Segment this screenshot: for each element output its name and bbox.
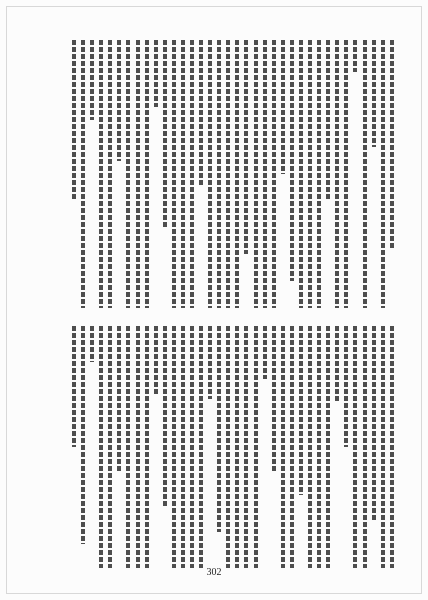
- text-line: [317, 326, 321, 568]
- text-line: [108, 40, 112, 308]
- text-line: [181, 326, 185, 568]
- text-line: [281, 40, 285, 174]
- text-line: [381, 326, 385, 568]
- text-line: [181, 40, 185, 308]
- text-line: [308, 326, 312, 568]
- text-line: [372, 40, 376, 147]
- text-line: [281, 326, 285, 568]
- text-line: [263, 326, 267, 379]
- text-line: [217, 326, 221, 532]
- text-line: [81, 326, 85, 544]
- text-line: [308, 40, 312, 308]
- text-line: [172, 40, 176, 308]
- text-line: [172, 326, 176, 568]
- text-line: [154, 40, 158, 107]
- text-line: [390, 326, 394, 568]
- text-line: [272, 326, 276, 471]
- text-line: [163, 326, 167, 508]
- text-line: [99, 40, 103, 308]
- text-line: [163, 40, 167, 228]
- text-line: [90, 40, 94, 120]
- text-line: [217, 40, 221, 308]
- text-line: [81, 40, 85, 308]
- text-line: [326, 40, 330, 201]
- text-line: [272, 40, 276, 308]
- text-line: [290, 326, 294, 568]
- text-line: [244, 40, 248, 254]
- text-line: [372, 326, 376, 520]
- text-line: [154, 326, 158, 394]
- upper-text-column: [72, 40, 394, 308]
- text-line: [363, 326, 367, 568]
- text-line: [235, 40, 239, 308]
- text-line: [90, 326, 94, 362]
- text-line: [254, 326, 258, 568]
- text-line: [299, 40, 303, 308]
- text-line: [117, 40, 121, 161]
- lower-text-column: [72, 326, 394, 568]
- text-line: [208, 40, 212, 308]
- text-line: [199, 326, 203, 568]
- text-line: [72, 40, 76, 201]
- text-line: [363, 40, 367, 308]
- text-line: [235, 326, 239, 568]
- text-line: [335, 326, 339, 403]
- text-line: [335, 40, 339, 308]
- text-line: [226, 326, 230, 568]
- text-line: [344, 326, 348, 447]
- text-line: [145, 40, 149, 308]
- text-line: [317, 40, 321, 308]
- text-line: [244, 326, 248, 568]
- text-line: [299, 326, 303, 495]
- text-line: [145, 326, 149, 568]
- text-line: [254, 40, 258, 308]
- text-line: [108, 326, 112, 568]
- text-line: [390, 40, 394, 249]
- text-line: [117, 326, 121, 471]
- text-line: [199, 40, 203, 187]
- page-number: 302: [206, 567, 222, 578]
- text-line: [136, 326, 140, 568]
- text-line: [263, 40, 267, 308]
- text-line: [326, 326, 330, 568]
- text-line: [353, 40, 357, 72]
- text-line: [126, 40, 130, 308]
- text-line: [353, 326, 357, 568]
- text-line: [290, 40, 294, 281]
- text-line: [190, 40, 194, 308]
- text-line: [72, 326, 76, 447]
- text-line: [126, 326, 130, 568]
- text-line: [344, 40, 348, 308]
- text-line: [381, 40, 385, 308]
- text-line: [136, 40, 140, 308]
- text-line: [208, 326, 212, 399]
- text-line: [99, 326, 103, 568]
- text-line: [226, 40, 230, 308]
- text-line: [190, 326, 194, 568]
